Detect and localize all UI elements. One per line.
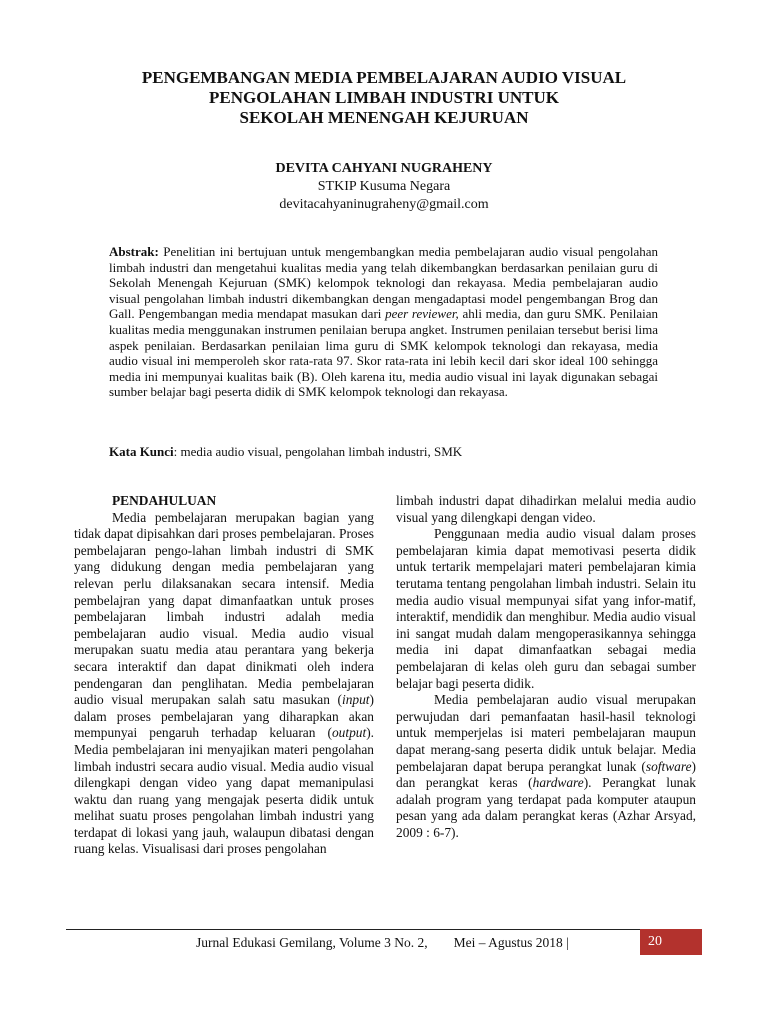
right-p2-italic-hardware: hardware [532,775,584,791]
abstract-text-1: Penelitian ini bertujuan untuk mengembangkan media pembelajaran audio visual pengolahan limbah industri dan mengetahui kualitas media yang telah dikembangkan berdasarkan penilaian guru di Sekolah Menengah Kejuruan (SMK) kelompok teknologi dan rekayasa. Media pembelajaran audio visual pengolahan limbah industri dikembangkan dengan mengadaptasi model pengembangan Brog dan Gall. Pengembangan media mendapat masukan dari [109,244,658,322]
abstract-text-2: ahli media, dan guru SMK. Penilaian kualitas media menggunakan instrumen penilaian berupa angket. Instrumen penilaian tersebut berisi lima aspek penilaian. Berdasarkan penilaian lima guru di SMK kelompok teknologi dan rekayasa, media audio visual ini memperoleh skor rata-rata 97. Skor rata-rata ini lebih kecil dari skor ideal 100 sehingga media ini mempunyai kualitas baik (B). Oleh karena itu, media audio visual ini layak digunakan sebagai sumber belajar bagi peserta didik di SMK kelompok teknologi dan rekayasa. [109,306,658,400]
author-affiliation: STKIP Kusuma Negara [317,179,451,194]
right-p2-text-c: ). Perangkat lunak adalah program yang terdapat pada komputer ataupun pesan yang ada dalam perangkat keras (Azhar Arsyad, 2009 : 6-7). [396,775,697,840]
right-p2-text-a: Media pembelajaran audio visual merupakan perwujudan dari pemanfaatan hasil-hasil teknologi untuk memperjelas isi materi pembelajaran maupun dapat merang-sang peserta didik untuk belajar. Media pembelajaran dapat berupa perangkat lunak ( [396,692,696,774]
author-email: devitacahyaninugraheny@gmail.com [279,197,489,212]
page-number-badge: 20 [640,929,702,955]
left-p1-italic-input: input [342,692,370,708]
right-p2-text-b: ) dan perangkat keras ( [396,758,696,791]
left-p1-text-a: Media pembelajaran merupakan bagian yang tidak dapat dipisahkan dari proses pembelajaran. Proses pembelajaran pengo-lahan limbah industri di SMK yang didukung dengan media pembelajaran yang relevan perlu dilaksanakan secara intensif. Media pembelajran yang dapat dimanfaatkan untuk proses pembelajaran limbah industri adalah media pembelajaran audio visual. Media audio visual merupakan suatu media atau perantara yang bekerja secara interaktif dan dapat dinikmati oleh indera pendengaran dan penglihatan. Media pembelajaran audio visual merupakan salah satu masukan ( [74,509,374,708]
footer-divider [66,929,702,930]
keywords-label: Kata Kunci [109,444,174,459]
left-p1-italic-output: output [331,725,367,741]
title-line-1: PENGEMBANGAN MEDIA PEMBELAJARAN AUDIO VISUAL [141,68,627,87]
left-p1-text-c: ). Media pembelajaran ini menyajikan materi pengolahan limbah industri secara audio visual. Media audio visual dilengkapi dengan video yang dapat memanipulasi waktu dan ruang yang mengajak peserta didik untuk melihat suatu proses pengolahan limbah industri yang terdapat di lokasi yang jauh, walaupun dibatasi dengan ruang kelas. Visualisasi dari proses pengolahan [74,725,374,857]
left-column [74,493,374,858]
footer-journal: Jurnal Edukasi Gemilang, Volume 3 No. 2, [196,935,428,950]
footer-period: Mei – Agustus 2018 | [453,935,569,950]
left-paragraph-1 [74,510,374,858]
right-p2-italic-software: software [645,758,692,774]
keywords-text: : media audio visual, pengolahan limbah industri, SMK [173,444,463,459]
abstract-label: Abstrak: [109,244,159,259]
title-line-3: SEKOLAH MENENGAH KEJURUAN [239,108,529,127]
title-line-2: PENGOLAHAN LIMBAH INDUSTRI UNTUK [209,88,559,107]
right-paragraph-1: Penggunaan media audio visual dalam proses pembelajaran kimia dapat memotivasi peserta didik untuk tertarik mempelajari materi pembelajaran kimia terutama tentang pengolahan limbah industri. Selain itu media audio visual mempunyai sifat yang infor-matif, interaktif, mendidik dan menghibur. Media audio visual ini sangat mudah dalam mengoperasikannya sehingga media ini dapat dimanfaatkan sebagai media pembelajaran di kelas oleh guru dan sebagai sumber belajar bagi peserta didik. [396,526,696,691]
right-paragraph-0: limbah industri dapat dihadirkan melalui media audio visual yang dilengkapi dengan video. [396,493,696,525]
right-paragraph-2 [396,692,696,841]
footer-text [196,935,636,951]
author-name: DEVITA CAHYANI NUGRAHENY [275,161,493,176]
abstract-italic: peer reviewer, [385,306,459,322]
abstract [109,244,658,400]
right-column [396,493,696,841]
author-block [100,160,668,214]
keywords [109,444,658,460]
section-heading: PENDAHULUAN [112,493,217,508]
paper-title [100,68,668,128]
left-p1-text-b: ) dalam proses pembelajaran yang diharapkan akan mempunyai pengaruh terhadap keluaran ( [74,692,374,741]
